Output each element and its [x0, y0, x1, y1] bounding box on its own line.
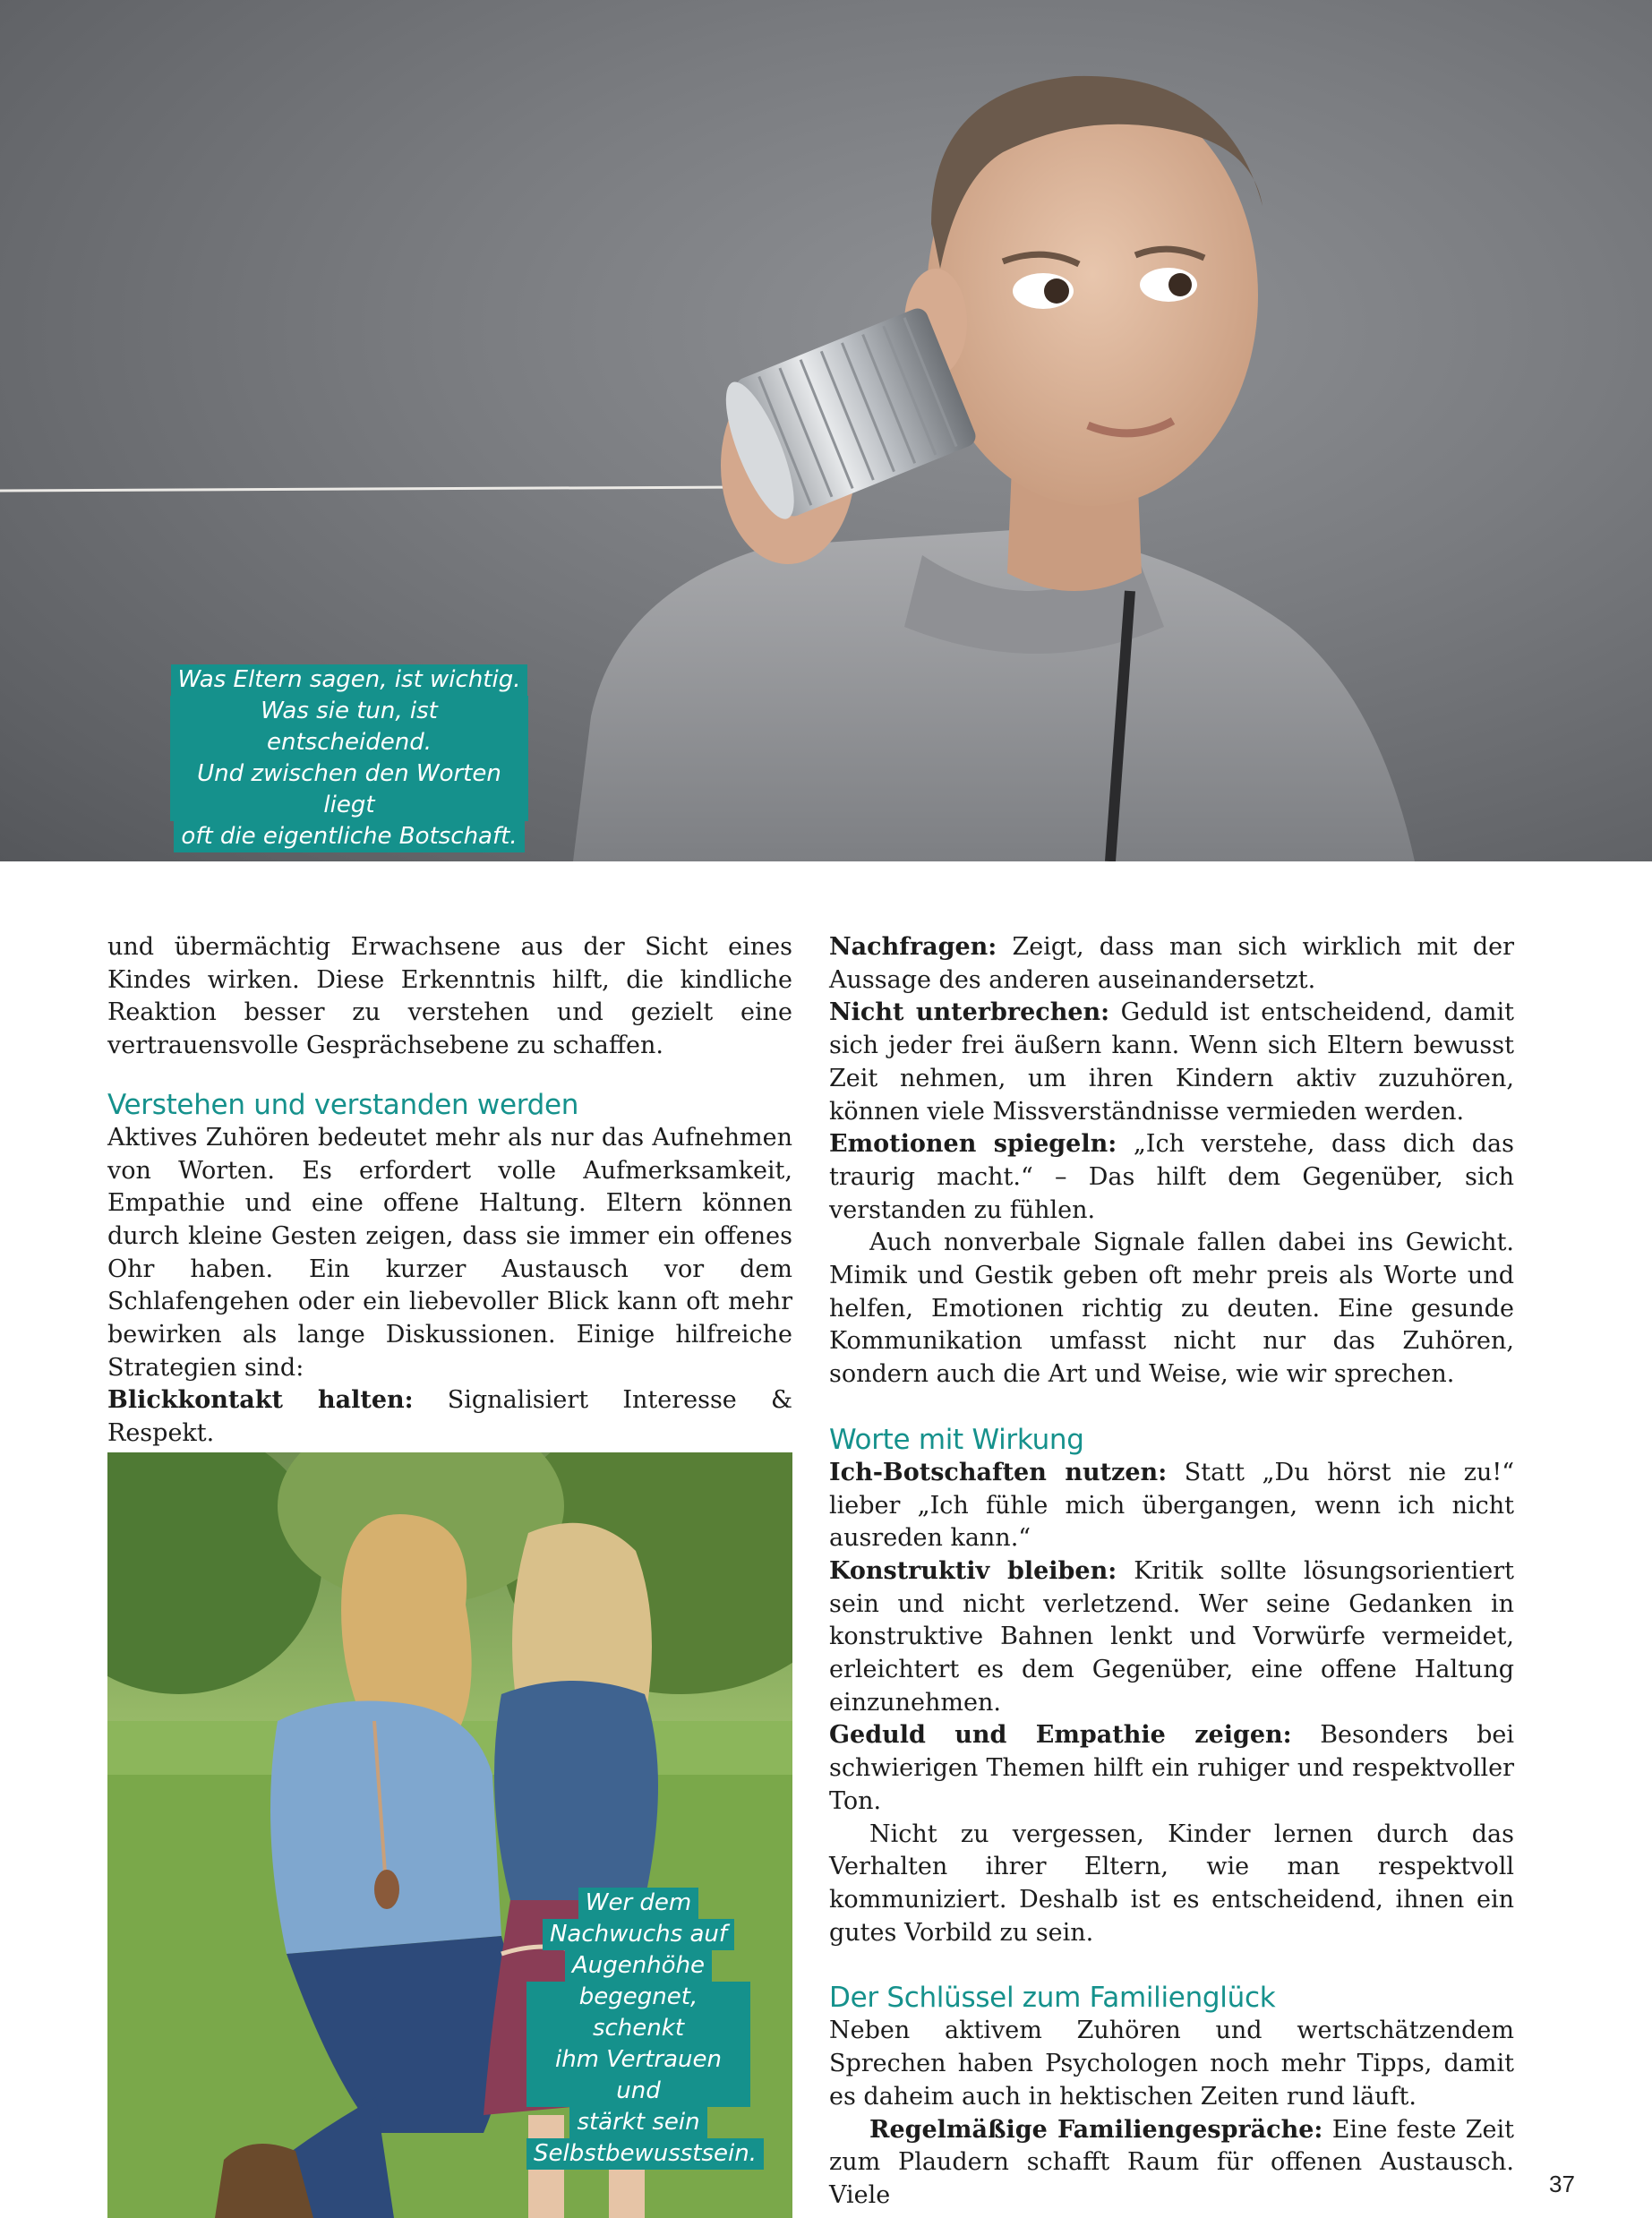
tip-text: Geduld ist entscheidend, damit sich jeder frei äußern kann. Wenn sich Eltern bewusst Zeit nehmen, um ihren Kindern aktiv zuzuhören, können viele Missverständnisse vermieden werden. — [829, 998, 1514, 1126]
hero-caption-line: Und zwischen den Worten liegt — [170, 758, 528, 821]
tip-text: Kritik sollte lösungsorientiert sein und nicht verletzend. Wer seine Gedanken in konstruktive Bahnen lenkt und Vorwürfe vermeidet, erleichtert es dem Gegenüber, eine offene Haltung einzunehmen. — [829, 1556, 1514, 1717]
right-column — [829, 931, 1514, 2213]
tip-label: Ich-Botschaften nutzen: — [829, 1458, 1168, 1486]
hero-caption — [170, 664, 528, 852]
hero-caption-line: oft die eigentliche Botschaft. — [174, 821, 524, 852]
hero-caption-line: Was Eltern sagen, ist wichtig. — [171, 664, 528, 696]
tip-emotionen-spiegeln — [829, 1128, 1514, 1227]
tip-nachfragen — [829, 931, 1514, 997]
tip-ich-botschaften — [829, 1457, 1514, 1555]
tip-label: Nicht unterbrechen: — [829, 998, 1110, 1027]
tip-label: Geduld und Empathie zeigen: — [829, 1721, 1292, 1750]
tip-blickkontakt — [107, 1384, 792, 1450]
psychologen-paragraph: Neben aktivem Zuhören und wertschätzendem Sprechen haben Psychologen noch mehr Tipps, damit es daheim auch in hektischen Zeiten rund läuft. — [829, 2017, 1514, 2111]
tip-geduld — [829, 1719, 1514, 1818]
nonverbal-paragraph: Auch nonverbale Signale fallen dabei ins Gewicht. Mimik und Gestik geben oft mehr preis als Worte und helfen, Emotionen richtig zu deuten. Eine gesunde Kommunikation umfasst nicht nur das Zuhören, sondern auch die Art und Weise, wie wir sprechen. — [829, 1229, 1514, 1389]
hero-photo — [0, 0, 1652, 861]
tip-text: Eine feste Zeit zum Plaudern schafft Raum für offenen Austausch. Viele — [829, 2115, 1514, 2209]
tip-label: Konstruktiv bleiben: — [829, 1556, 1117, 1585]
tip-label: Blickkontakt halten: — [107, 1386, 414, 1415]
photo-caption — [526, 1888, 758, 2170]
section-heading: Worte mit Wirkung — [829, 1423, 1084, 1456]
left-column — [107, 931, 792, 1451]
tip-label: Emotionen spiegeln: — [829, 1130, 1117, 1159]
tip-konstruktiv — [829, 1555, 1514, 1720]
photo-caption-line: Nachwuchs auf — [543, 1919, 734, 1950]
photo-caption-line: Selbstbewusstsein. — [526, 2138, 764, 2170]
section-heading: Verstehen und verstanden werden — [107, 1088, 579, 1121]
section-heading: Der Schlüssel zum Familienglück — [829, 1982, 1276, 2015]
photo-caption-line: begegnet, schenkt — [526, 1982, 750, 2044]
tip-text: „Ich verstehe, dass dich das traurig macht.“ – Das hilft dem Gegenüber, sich verstanden zu fühlen. — [829, 1130, 1514, 1224]
tip-nicht-unterbrechen — [829, 997, 1514, 1128]
photo-caption-line: Augenhöhe — [565, 1950, 712, 1982]
hero-caption-line: Was sie tun, ist entscheidend. — [170, 696, 528, 758]
tip-text: Statt „Du hörst nie zu!“ lieber „Ich fühle mich übergangen, wenn ich nicht ausreden kann.“ — [829, 1458, 1514, 1553]
tip-label: Nachfragen: — [829, 933, 997, 961]
photo-caption-line: Wer dem — [578, 1888, 699, 1919]
vorbild-paragraph: Nicht zu vergessen, Kinder lernen durch das Verhalten ihrer Eltern, wie man respektvoll kommuniziert. Deshalb ist es entscheidend, ihnen ein gutes Vorbild zu sein. — [829, 1820, 1514, 1947]
tip-text: Signalisiert Interesse & Respekt. — [107, 1386, 792, 1448]
tip-text: Besonders bei schwierigen Themen hilft ein ruhiger und respektvoller Ton. — [829, 1721, 1514, 1815]
intro-paragraph: und übermächtig Erwachsene aus der Sicht eines Kindes wirken. Diese Erkenntnis hilft, die kindliche Reaktion besser zu verstehen und gezielt eine vertrauensvolle Gesprächsebene zu schaffen. — [107, 933, 792, 1060]
tip-text: Zeigt, dass man sich wirklich mit der Aussage des anderen auseinandersetzt. — [829, 933, 1514, 994]
page-number: 37 — [1549, 2171, 1575, 2197]
photo-caption-line: ihm Vertrauen und — [526, 2044, 750, 2107]
tip-label: Regelmäßige Familiengespräche: — [869, 2115, 1323, 2144]
photo-caption-line: stärkt sein — [569, 2107, 706, 2138]
body-paragraph: Aktives Zuhören bedeutet mehr als nur das Aufnehmen von Worten. Es erfordert volle Aufmerksamkeit, Empathie und eine offene Haltung. Eltern können durch kleine Gesten zeigen, dass sie immer ein offenes Ohr haben. Ein kurzer Austausch vor dem Schlafengehen oder ein liebevoller Blick kann oft mehr bewirken als lange Diskussionen. Einige hilfreiche Strategien sind: — [107, 1123, 792, 1382]
tip-familiengespraeche — [829, 2114, 1514, 2213]
